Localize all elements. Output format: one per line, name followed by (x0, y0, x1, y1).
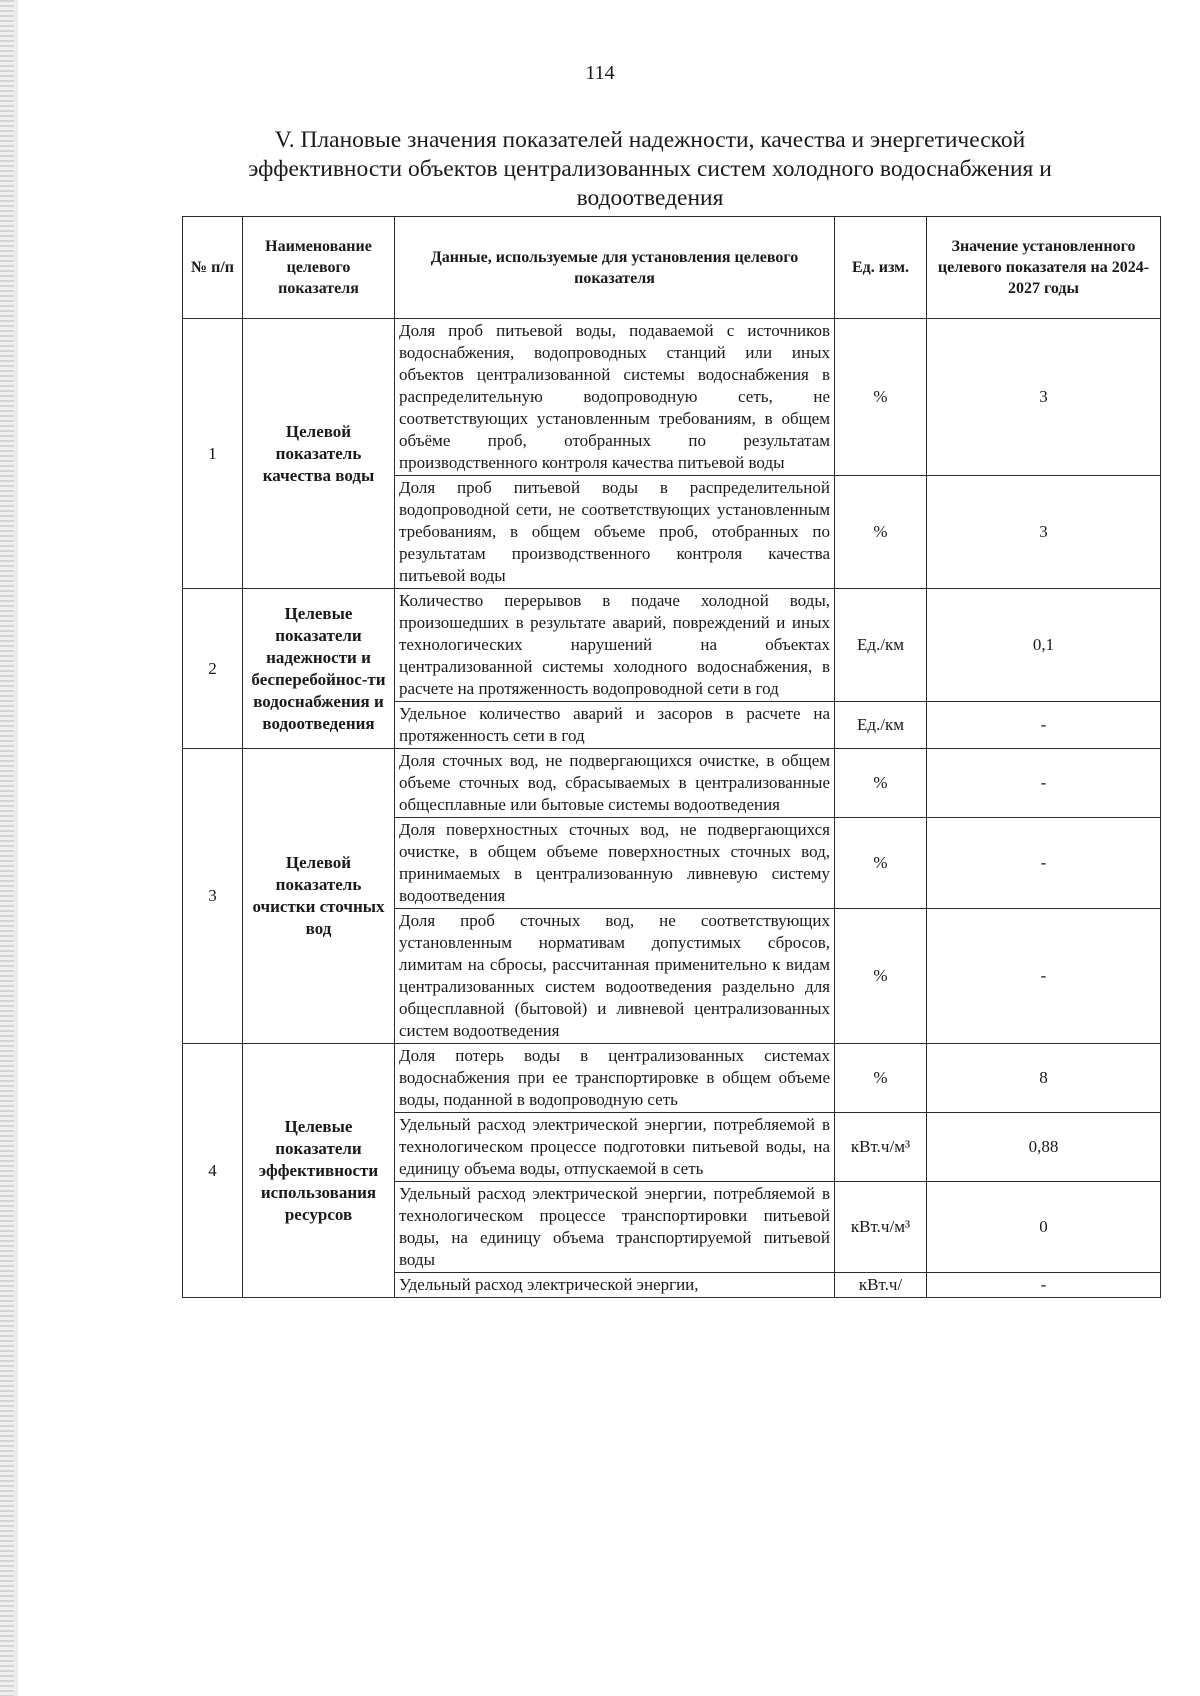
header-name: Наименование целевого показателя (243, 217, 395, 319)
unit-cell: кВт.ч/ (835, 1273, 927, 1298)
unit-cell: кВт.ч/м³ (835, 1182, 927, 1273)
scan-edge-shadow (14, 0, 18, 1696)
indicator-data: Удельное количество аварий и засоров в расчете на протяженность сети в год (395, 702, 835, 749)
table-header-row (183, 217, 1161, 319)
value-cell: - (927, 749, 1161, 818)
indicator-data: Удельный расход электрической энергии, (395, 1273, 835, 1298)
row-number: 2 (183, 589, 243, 749)
unit-cell: кВт.ч/м³ (835, 1113, 927, 1182)
table-row (183, 589, 1161, 702)
row-number: 4 (183, 1044, 243, 1298)
header-unit: Ед. изм. (835, 217, 927, 319)
unit-cell: % (835, 818, 927, 909)
value-cell: 0,1 (927, 589, 1161, 702)
unit-cell: % (835, 1044, 927, 1113)
table-row (183, 1044, 1161, 1113)
indicators-table (182, 216, 1161, 1298)
indicator-data: Удельный расход электрической энергии, потребляемой в технологическом процессе подготовки питьевой воды, на единицу объема воды, отпускаемой в сеть (395, 1113, 835, 1182)
indicator-data: Удельный расход электрической энергии, потребляемой в технологическом процессе транспортировки питьевой воды, на единицу объема транспортируемой питьевой воды (395, 1182, 835, 1273)
value-cell: 0,88 (927, 1113, 1161, 1182)
header-num: № п/п (183, 217, 243, 319)
section-title: V. Плановые значения показателей надежности, качества и энергетической эффективности объектов централизованных систем холодного водоснабжения и водоотведения (248, 127, 1052, 211)
unit-cell: % (835, 476, 927, 589)
table-row (183, 319, 1161, 476)
indicator-data: Доля сточных вод, не подвергающихся очистке, в общем объеме сточных вод, сбрасываемых в централизованные общесплавные или бытовые системы водоотведения (395, 749, 835, 818)
value-cell: 3 (927, 319, 1161, 476)
page-number: 114 (585, 62, 615, 84)
value-cell: - (927, 702, 1161, 749)
indicator-data: Доля проб питьевой воды, подаваемой с источников водоснабжения, водопроводных станций или иных объектов централизованной системы водоснабжения в распределительную водопроводную сеть, не соответствующих установленным требованиям, в общем объёме проб, отобранных по результатам производственного контроля качества питьевой воды (395, 319, 835, 476)
unit-cell: % (835, 319, 927, 476)
header-data: Данные, используемые для установления целевого показателя (395, 217, 835, 319)
unit-cell: % (835, 909, 927, 1044)
table-row (183, 749, 1161, 818)
row-number: 1 (183, 319, 243, 589)
indicator-name: Целевой показатель очистки сточных вод (243, 749, 395, 1044)
indicator-data: Доля поверхностных сточных вод, не подвергающихся очистке, в общем объеме поверхностных сточных вод, принимаемых в централизованную ливневую систему водоотведения (395, 818, 835, 909)
indicator-name: Целевые показатели эффективности использования ресурсов (243, 1044, 395, 1298)
value-cell: - (927, 818, 1161, 909)
row-number: 3 (183, 749, 243, 1044)
indicator-data: Количество перерывов в подаче холодной воды, произошедших в результате аварий, повреждений и иных технологических нарушений на объектах централизованной системы холодного водоснабжения, в расчете на протяженность водопроводной сети в год (395, 589, 835, 702)
value-cell: 8 (927, 1044, 1161, 1113)
indicator-data: Доля потерь воды в централизованных системах водоснабжения при ее транспортировке в общем объеме воды, поданной в водопроводную сеть (395, 1044, 835, 1113)
scan-edge-artifact (0, 0, 14, 1696)
value-cell: 0 (927, 1182, 1161, 1273)
value-cell: - (927, 1273, 1161, 1298)
header-value: Значение установленного целевого показателя на 2024-2027 годы (927, 217, 1161, 319)
value-cell: - (927, 909, 1161, 1044)
unit-cell: Ед./км (835, 589, 927, 702)
indicator-name: Целевой показатель качества воды (243, 319, 395, 589)
unit-cell: Ед./км (835, 702, 927, 749)
indicator-data: Доля проб сточных вод, не соответствующих установленным нормативам допустимых сбросов, лимитам на сбросы, рассчитанная применительно к видам централизованных систем водоотведения раздельно для общесплавной (бытовой) и ливневой централизованных систем водоотведения (395, 909, 835, 1044)
unit-cell: % (835, 749, 927, 818)
indicator-data: Доля проб питьевой воды в распределительной водопроводной сети, не соответствующих установленным требованиям, в общем объеме проб, отобранных по результатам производственного контроля качества питьевой воды (395, 476, 835, 589)
indicator-name: Целевые показатели надежности и бесперебойнос-ти водоснабжения и водоотведения (243, 589, 395, 749)
value-cell: 3 (927, 476, 1161, 589)
